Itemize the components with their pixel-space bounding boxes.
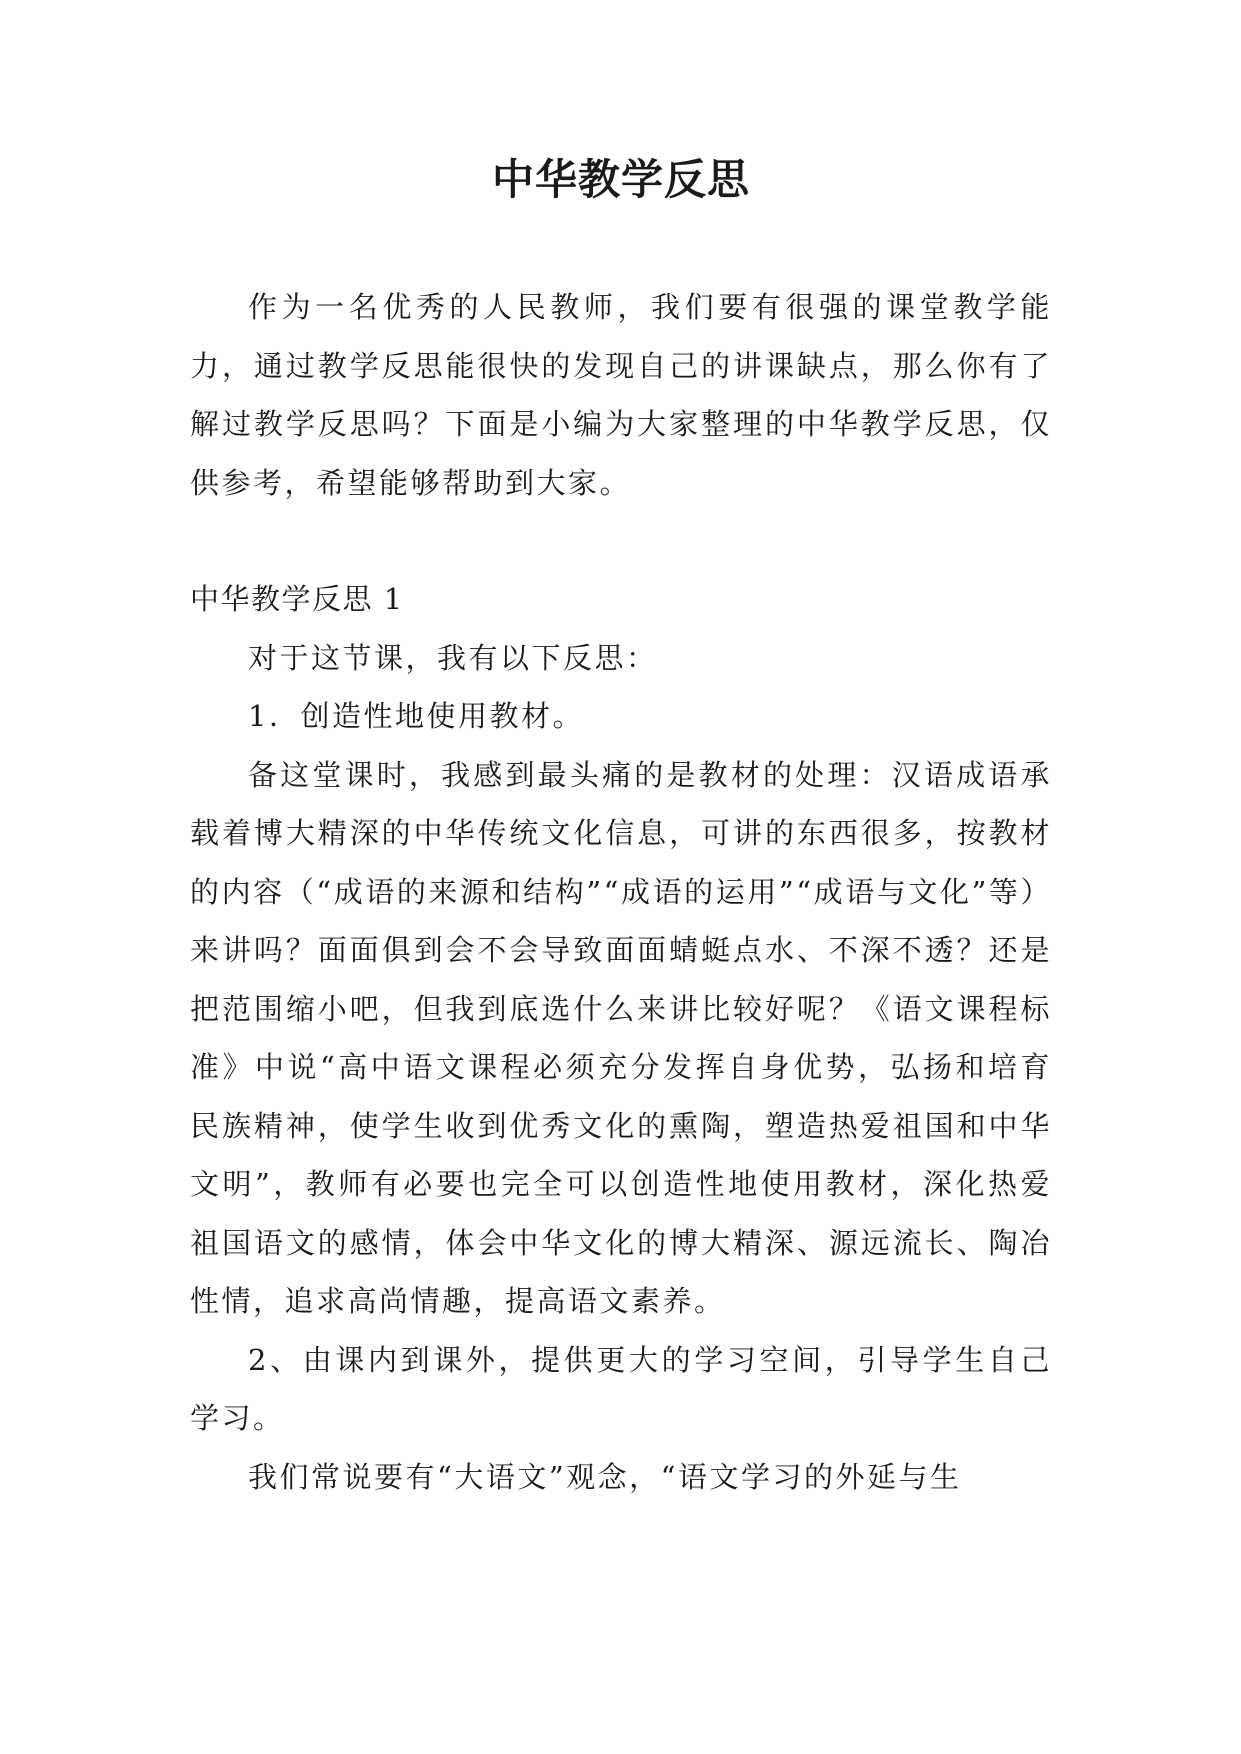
section-heading: 中华教学反思 1 bbox=[190, 582, 404, 616]
body-paragraph-1: 备这堂课时，我感到最头痛的是教材的处理：汉语成语承载着博大精深的中华传统文化信息，可讲的东西很多，按教材的内容（“成语的来源和结构”“成语的运用”“成语与文化”等）来讲吗？面面俱到会不会导致面面蜻蜓点水、不深不透？还是把范围缩小吧，但我到底选什么来讲比较好呢？《语文课程标准》中说“高中语文课程必须充分发挥自身优势，弘扬和培育民族精神，使学生收到优秀文化的熏陶，塑造热爱祖国和中华文明”，教师有必要也完全可以创造性地使用教材，深化热爱祖国语文的感情，体会中华文化的博大精深、源远流长、陶冶性情，追求高尚情趣，提高语文素养。 bbox=[190, 757, 1052, 1318]
body-paragraph-2: 我们常说要有“大语文”观念，“语文学习的外延与生 bbox=[248, 1459, 962, 1494]
document-page bbox=[190, 150, 1052, 1506]
lead-paragraph: 对于这节课，我有以下反思： bbox=[248, 640, 658, 675]
list-item-2: 2、由课内到课外，提供更大的学习空间，引导学生自己学习。 bbox=[190, 1342, 1052, 1435]
document-title: 中华教学反思 bbox=[491, 155, 750, 204]
list-item-1: 1．创造性地使用教材。 bbox=[248, 699, 584, 733]
intro-paragraph: 作为一名优秀的人民教师，我们要有很强的课堂教学能力，通过教学反思能很快的发现自己的讲课缺点，那么你有了解过教学反思吗？下面是小编为大家整理的中华教学反思，仅供参考，希望能够帮助到大家。 bbox=[190, 290, 1052, 500]
